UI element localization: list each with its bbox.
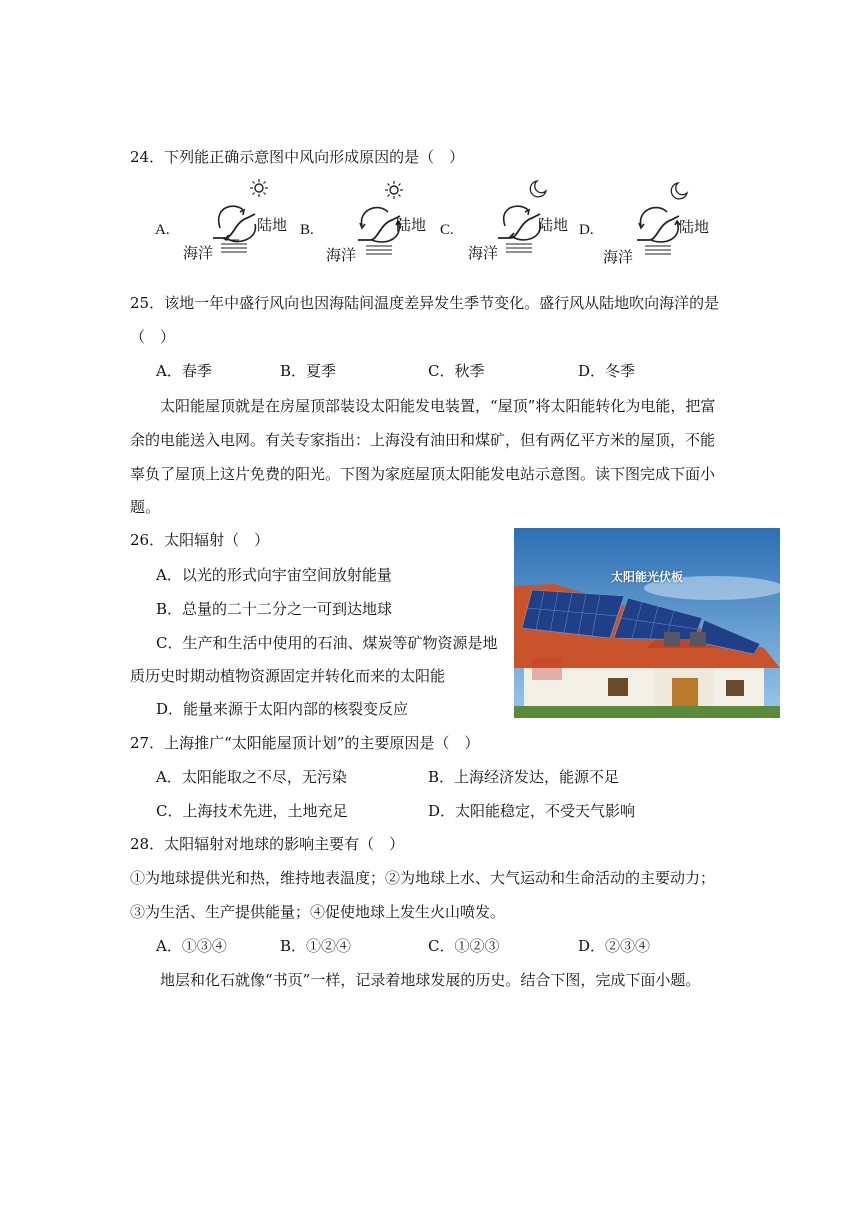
q28-option-b: B．①②④: [280, 937, 352, 955]
q28-statements-line-1: ①为地球提供光和热，维持地表温度；②为地球上水、大气运动和生命活动的主要动力；: [130, 869, 716, 887]
dormer-window: [664, 632, 680, 646]
circulation-arrows: [639, 208, 680, 242]
solar-roof-photo: [514, 528, 780, 718]
q25-option-b: B．夏季: [280, 362, 337, 380]
option-letter: C.: [440, 222, 454, 238]
q27-option-a: A．太阳能取之不尽，无污染: [156, 768, 347, 786]
passage-1-line-3: 辜负了屋顶上这片免费的阳光。下图为家庭屋顶太阳能发电站示意图。读下图完成下面小: [130, 465, 716, 483]
sea-label: 海洋: [326, 246, 357, 264]
diagram-option-b: [300, 178, 450, 277]
q27-option-d: D．太阳能稳定，不受天气影响: [428, 802, 636, 820]
passage-2-line-1: 地层和化石就像“书页”一样，记录着地球发展的历史。结合下图，完成下面小题。: [160, 971, 701, 989]
q28-option-c: C．①②③: [428, 937, 500, 955]
land-label: 陆地: [679, 218, 710, 236]
moon-icon: [530, 181, 546, 197]
q26-option-b: B．总量的二十二分之一可到达地球: [156, 600, 393, 618]
dormer-window: [690, 632, 706, 646]
q28-option-a: A．①③④: [156, 937, 227, 955]
coastline: [637, 216, 679, 240]
question-25-stem: 25．该地一年中盛行风向也因海陆间温度差异发生季节变化。盛行风从陆地吹向海洋的是: [130, 294, 720, 312]
option-letter: B.: [300, 222, 314, 238]
diagram-option-c: [440, 178, 590, 277]
passage-1-line-4: 题。: [130, 498, 161, 516]
sun-icon: [385, 181, 403, 199]
window: [608, 678, 628, 696]
garden: [514, 706, 780, 718]
land-label: 陆地: [538, 216, 569, 234]
circulation-arrows: [504, 206, 541, 240]
window: [726, 680, 744, 696]
water-lines: [506, 244, 532, 252]
q25-option-d: D．冬季: [578, 362, 636, 380]
balcony: [532, 658, 562, 680]
q26-option-a: A．以光的形式向宇宙空间放射能量: [156, 566, 392, 584]
q26-option-c-cont: 质历史时期动植物资源固定并转化而来的太阳能: [130, 667, 446, 685]
sea-label: 海洋: [468, 244, 499, 262]
coastline: [358, 216, 400, 240]
q27-option-c: C．上海技术先进，土地充足: [156, 802, 348, 820]
diagram-option-d: [579, 178, 729, 277]
q28-option-d: D．②③④: [578, 937, 651, 955]
water-lines: [645, 246, 671, 254]
circulation-arrows: [219, 206, 256, 241]
q27-option-b: B．上海经济发达，能源不足: [428, 768, 620, 786]
option-letter: A.: [155, 222, 170, 238]
sea-label: 海洋: [183, 244, 214, 262]
q25-option-a: A．春季: [156, 362, 212, 380]
land-label: 陆地: [257, 216, 288, 234]
option-letter: D.: [579, 222, 594, 238]
q26-option-c: C．生产和生活中使用的石油、煤炭等矿物资源是地: [156, 634, 498, 652]
diagram-option-a: [155, 178, 305, 277]
question-28-stem: 28．太阳辐射对地球的影响主要有（ ）: [130, 835, 405, 853]
q25-option-c: C．秋季: [428, 362, 485, 380]
photo-caption: 太阳能光伏板: [610, 570, 683, 584]
question-24-stem: 24．下列能正确示意图中风向形成原因的是（ ）: [130, 148, 465, 166]
passage-1-line-2: 余的电能送入电网。有关专家指出：上海没有油田和煤矿，但有两亿平方米的屋顶，不能: [130, 431, 716, 449]
q26-option-d: D．能量来源于太阳内部的核裂变反应: [156, 700, 409, 718]
question-26-stem: 26．太阳辐射（ ）: [130, 531, 270, 549]
passage-1-line-1: 太阳能屋顶就是在房屋顶部装设太阳能发电装置，“屋顶”将太阳能转化为电能，把富: [160, 397, 716, 415]
land-label: 陆地: [396, 216, 427, 234]
q28-statements-line-2: ③为生活、生产提供能量；④促使地球上发生火山喷发。: [130, 903, 506, 921]
moon-icon: [671, 183, 687, 199]
sun-icon: [250, 179, 268, 197]
water-lines: [366, 246, 392, 254]
question-27-stem: 27．上海推广“太阳能屋顶计划”的主要原因是（ ）: [130, 734, 480, 752]
sea-label: 海洋: [603, 248, 634, 266]
circulation-arrows: [360, 208, 401, 242]
question-25-stem-cont: （ ）: [130, 328, 176, 346]
